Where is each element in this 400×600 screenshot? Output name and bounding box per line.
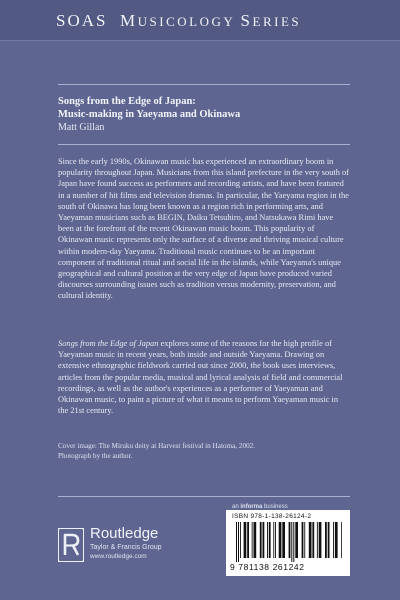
- book-author: Matt Gillan: [58, 122, 105, 133]
- blurb-paragraph-2: [58, 338, 350, 416]
- cover-credit-line2: Photograph by the author.: [58, 452, 133, 460]
- blurb-paragraph-2-text: explores some of the reasons for the high profile of Yaeyaman music in recent years, both inside and outside Yaeyama. Drawing on extensive ethnographic fieldwork carried out since 2000, the book uses interviews, articles from the popular media, musical and lyrical analysis of field and commercial recordings, as well as the author's experiences as a performer of Yaeyaman and Okinawan music, to paint a picture of what it means to perform Yaeyaman music in the 21st century.: [58, 339, 343, 416]
- routledge-logo-icon: [58, 528, 84, 562]
- series-name-suffix: MUSICOLOGY SERIES: [119, 11, 302, 30]
- book-title-line1: Songs from the Edge of Japan:: [58, 96, 196, 107]
- informa-suffix: business: [264, 504, 288, 510]
- cover-credit: [58, 441, 350, 461]
- informa-prefix: an: [232, 504, 239, 510]
- publisher-name: Routledge: [90, 525, 159, 542]
- publisher-website[interactable]: www.routledge.com: [90, 553, 147, 560]
- book-title: [58, 95, 358, 121]
- publisher-group: Taylor & Francis Group: [90, 544, 162, 551]
- series-name-prefix: SOAS: [56, 11, 108, 30]
- informa-name: informa: [240, 504, 263, 510]
- book-title-line2: Music-making in Yaeyama and Okinawa: [58, 109, 241, 120]
- book-title-reference: Songs from the Edge of Japan: [58, 339, 159, 348]
- top-rule: [58, 84, 350, 85]
- barcode-icon: [234, 522, 342, 562]
- title-rule: [58, 144, 350, 145]
- barcode-digits: 9 781138 261242: [230, 562, 305, 572]
- series-band: [0, 0, 400, 41]
- series-title: [56, 11, 301, 31]
- bottom-rule: [58, 496, 350, 497]
- isbn-text: ISBN 978-1-138-26124-2: [232, 513, 312, 520]
- blurb-paragraph-1: Since the early 1990s, Okinawan music has experienced an extraordinary boom in popularity throughout Japan. Musicians from this island prefecture in the very south of Japan have found success as performers and recording artists, and have been featured in a number of hit films and television dramas. In particular, the Yaeyama region in the south of Okinawa has long been known as a region rich in performing arts, and Yaeyaman musicians such as BEGIN, Daiku Tetsuhiro, and Natsukawa Rimi have been at the forefront of the recent Okinawan music boom. This popularity of Okinawan music represents only the surface of a diverse and thriving musical culture within modern-day Yaeyama. Traditional music continues to be an important component of traditional ritual and social life in the islands, while Yaeyama's unique geographical and cultural position at the very edge of Japan have produced varied discourses surrounding issues such as tradition versus modernity, preservation, and cultural identity.: [58, 157, 349, 301]
- cover-credit-line1: Cover image: The Miruku deity at Harvest festival in Hatoma, 2002.: [58, 442, 256, 450]
- barcode-box: [226, 510, 350, 576]
